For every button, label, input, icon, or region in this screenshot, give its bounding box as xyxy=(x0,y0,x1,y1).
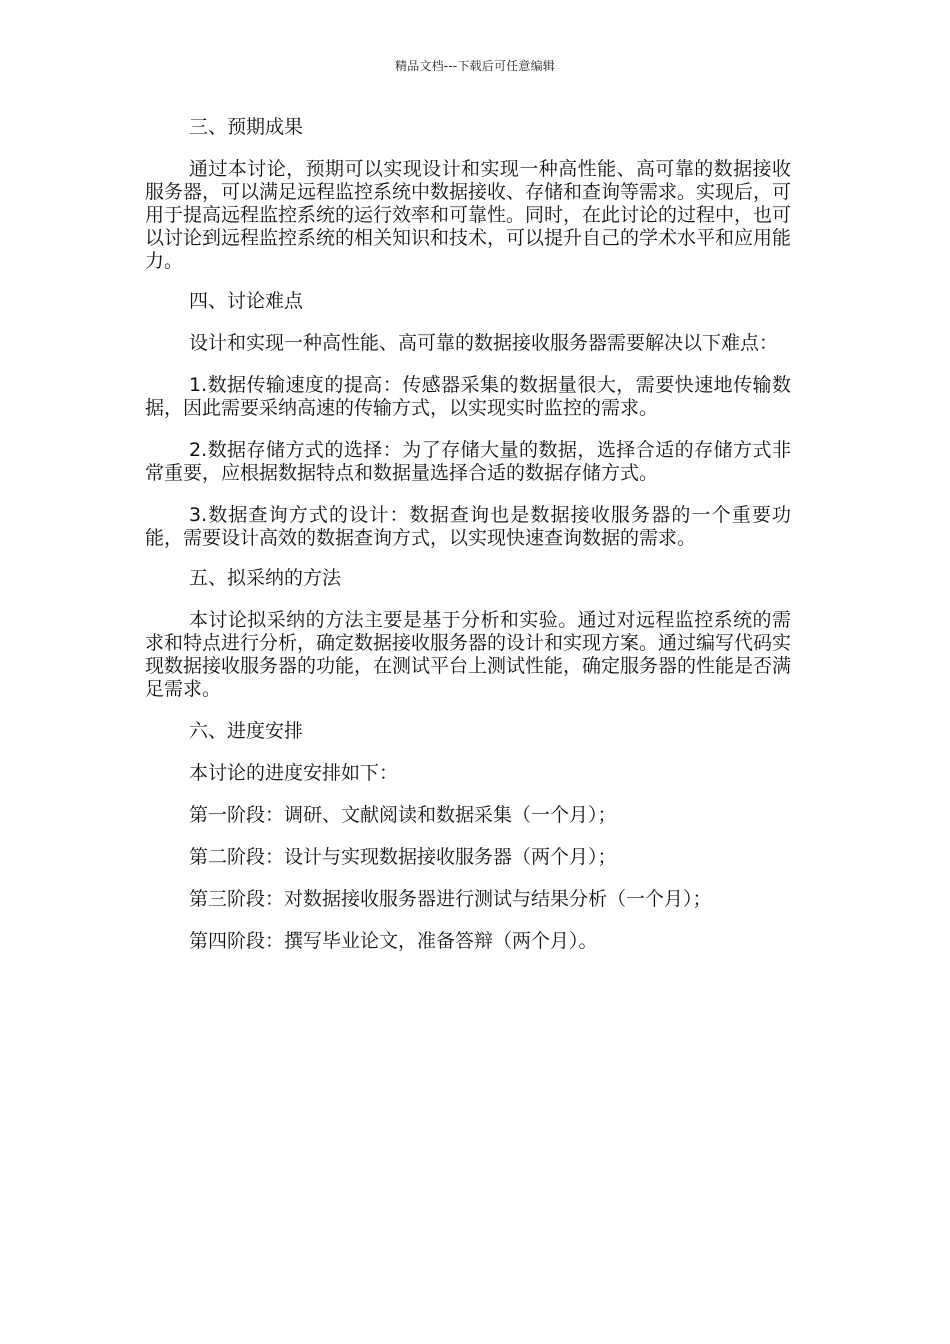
paragraph-expected-results: 通过本讨论，预期可以实现设计和实现一种高性能、高可靠的数据接收服务器，可以满足远程监控系统中数据接收、存储和查询等需求。实现后，可用于提高远程监控系统的运行效率和可靠性。同时，在此讨论的过程中，也可以讨论到远程监控系统的相关知识和技术，可以提升自己的学术水平和应用能力。 xyxy=(145,158,792,272)
page-header: 精品文档---下载后可任意编辑 xyxy=(395,59,555,73)
paragraph-difficulty-2: 2.数据存储方式的选择：为了存储大量的数据，选择合适的存储方式非常重要，应根据数据特点和数据量选择合适的数据存储方式。 xyxy=(145,439,791,484)
section-heading-schedule: 六、进度安排 xyxy=(189,720,304,742)
schedule-stage-4: 第四阶段：撰写毕业论文，准备答辩（两个月）。 xyxy=(189,930,598,952)
document-body xyxy=(145,116,791,953)
paragraph-schedule-intro: 本讨论的进度安排如下： xyxy=(189,762,399,784)
schedule-stage-1: 第一阶段：调研、文献阅读和数据采集（一个月）； xyxy=(189,804,617,826)
schedule-stage-2: 第二阶段：设计与实现数据接收服务器（两个月）； xyxy=(189,846,617,868)
section-heading-difficulties: 四、讨论难点 xyxy=(189,290,304,312)
paragraph-difficulty-1: 1.数据传输速度的提高：传感器采集的数据量很大，需要快速地传输数据，因此需要采纳高速的传输方式，以实现实时监控的需求。 xyxy=(145,374,791,419)
paragraph-difficulty-3: 3.数据查询方式的设计：数据查询也是数据接收服务器的一个重要功能，需要设计高效的数据查询方式，以实现快速查询数据的需求。 xyxy=(145,504,791,549)
schedule-stage-3: 第三阶段：对数据接收服务器进行测试与结果分析（一个月）； xyxy=(189,888,712,910)
section-heading-expected-results: 三、预期成果 xyxy=(189,116,304,138)
paragraph-methods: 本讨论拟采纳的方法主要是基于分析和实验。通过对远程监控系统的需求和特点进行分析，确定数据接收服务器的设计和实现方案。通过编写代码实现数据接收服务器的功能，在测试平台上测试性能，确定服务器的性能是否满足需求。 xyxy=(145,609,792,700)
paragraph-difficulties-intro: 设计和实现一种高性能、高可靠的数据接收服务器需要解决以下难点： xyxy=(189,332,779,354)
section-heading-methods: 五、拟采纳的方法 xyxy=(189,567,342,589)
